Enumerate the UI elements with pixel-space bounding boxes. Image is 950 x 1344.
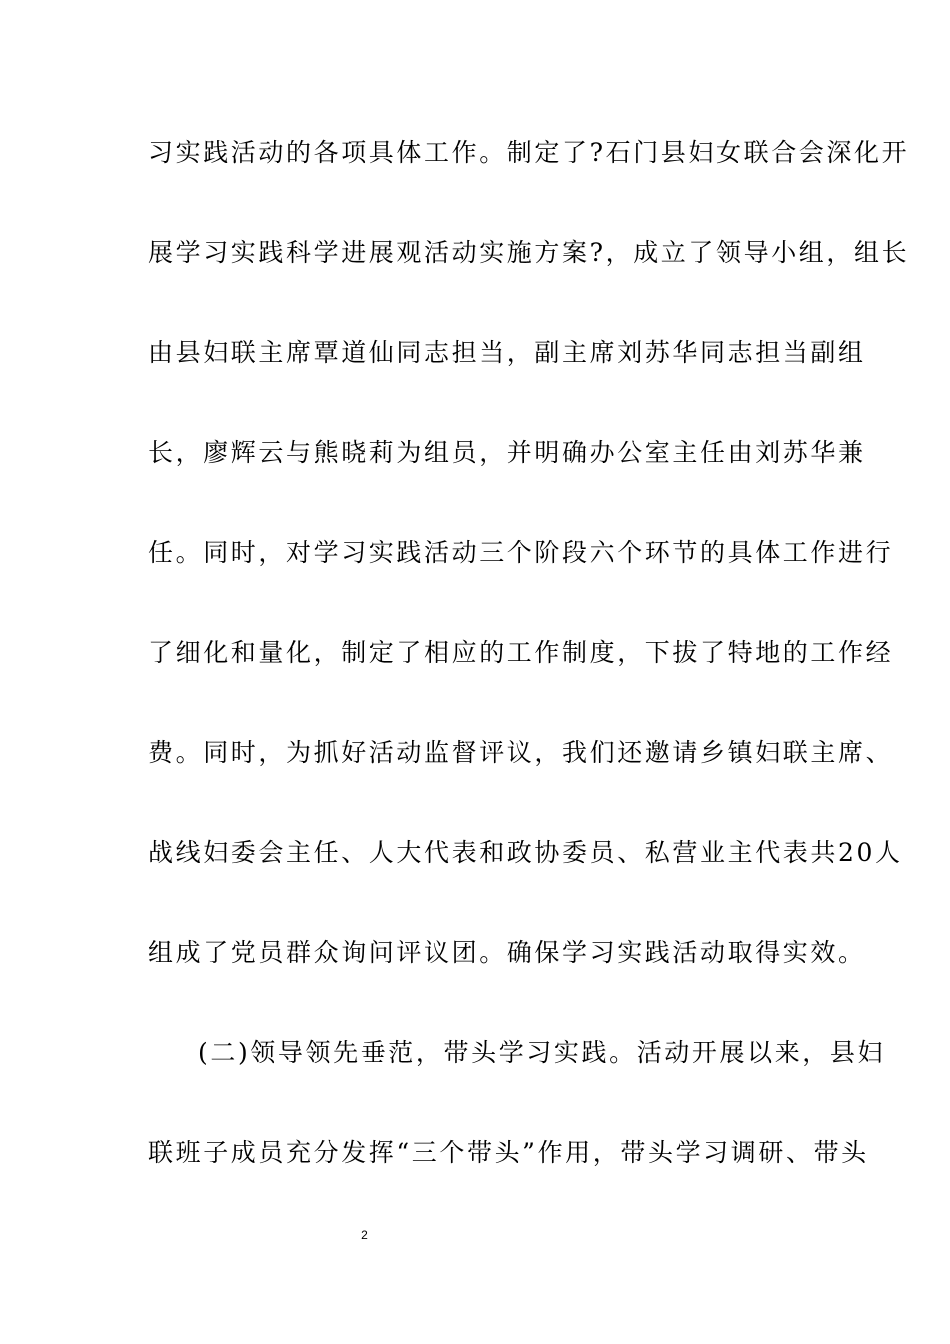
paragraph-line: 长，廖辉云与熊晓莉为组员，并明确办公室主任由刘苏华兼 [148, 438, 866, 467]
paragraph-line: 费。同时，为抓好活动监督评议，我们还邀请乡镇妇联主席、 [148, 738, 894, 767]
paragraph-line: 习实践活动的各项具体工作。制定了?石门县妇女联合会深化开 [148, 138, 910, 167]
paragraph-line: 战线妇委会主任、人大代表和政协委员、私营业主代表共20人 [148, 838, 903, 867]
paragraph-line: 由县妇联主席覃道仙同志担当，副主席刘苏华同志担当副组 [148, 338, 866, 367]
paragraph-line: 任。同时，对学习实践活动三个阶段六个环节的具体工作进行 [148, 538, 894, 567]
paragraph-line: 组成了党员群众询问评议团。确保学习实践活动取得实效。 [148, 938, 866, 967]
page-number: 2 [361, 1228, 368, 1242]
paragraph-line: 展学习实践科学进展观活动实施方案?，成立了领导小组，组长 [148, 238, 910, 267]
paragraph-line: 了细化和量化，制定了相应的工作制度，下拔了特地的工作经 [148, 638, 894, 667]
paragraph-line: 联班子成员充分发挥“三个带头”作用，带头学习调研、带头 [148, 1138, 869, 1167]
paragraph-line-indented: (二)领导领先垂范，带头学习实践。活动开展以来，县妇 [198, 1038, 886, 1067]
